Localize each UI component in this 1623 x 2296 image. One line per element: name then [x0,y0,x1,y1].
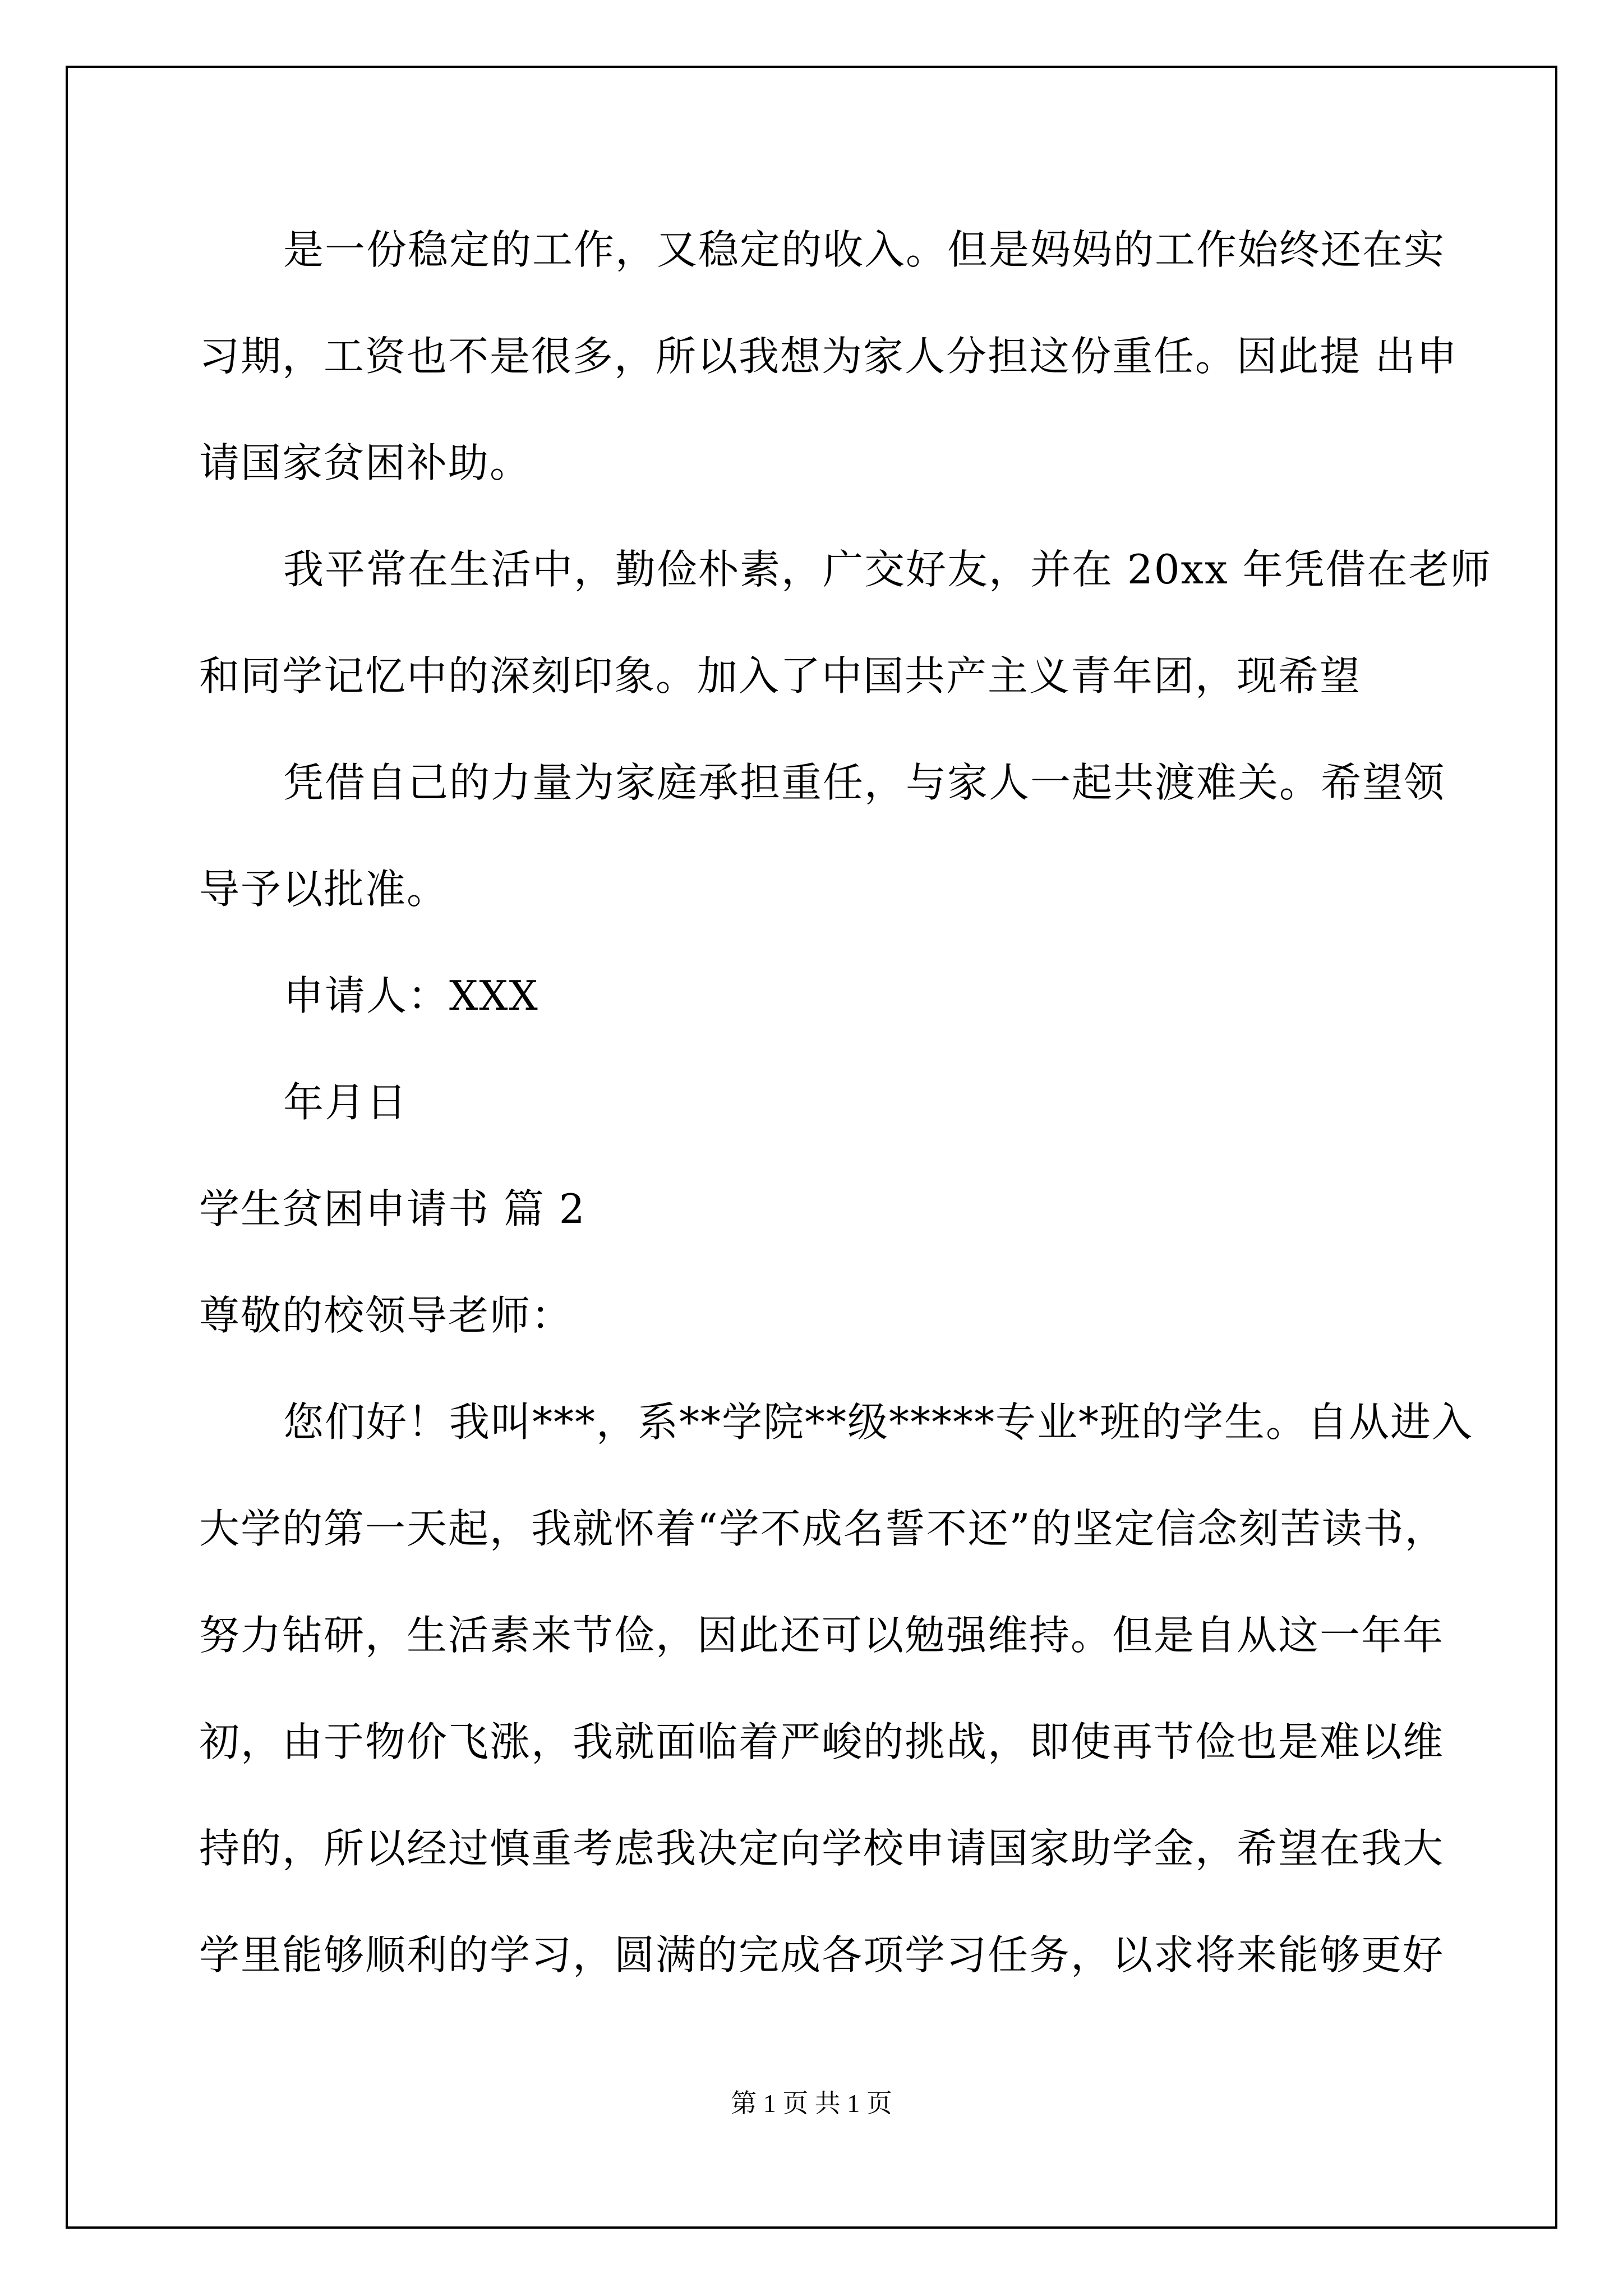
paragraph-4-line-5: 持的，所以经过慎重考虑我决定向学校申请国家助学金，希望在我大 [199,1825,1445,1872]
date-line: 年月日 [283,1079,408,1126]
paragraph-1-line-2: 习期，工资也不是很多，所以我想为家人分担这份重任。因此提 出申 [199,333,1458,380]
paragraph-4-line-6: 学里能够顺利的学习，圆满的完成各项学习任务，以求将来能够更好 [199,1931,1445,1978]
paragraph-2-line-2: 和同学记忆中的深刻印象。加入了中国共产主义青年团，现希望 [199,652,1362,700]
paragraph-4-line-4: 初，由于物价飞涨，我就面临着严峻的挑战，即使再节俭也是难以维 [199,1718,1445,1765]
paragraph-4-line-2: 大学的第一天起，我就怀着“学不成名誓不还”的坚定信念刻苦读书， [199,1505,1446,1552]
paragraph-3-line-1: 凭借自己的力量为家庭承担重任，与家人一起共渡难关。希望领 [283,759,1446,806]
page-footer: 第 1 页 共 1 页 [731,2089,892,2118]
applicant-line: 申请人：XXX [283,972,539,1019]
paragraph-1-line-3: 请国家贫困补助。 [199,439,532,486]
section-heading: 学生贫困申请书 篇 2 [199,1185,586,1232]
paragraph-2-line-1: 我平常在生活中，勤俭朴素，广交好友，并在 20xx 年凭借在老师 [283,546,1492,593]
salutation: 尊敬的校领导老师： [199,1292,573,1339]
paragraph-1-line-1: 是一份稳定的工作，又稳定的收入。但是妈妈的工作始终还在实 [283,226,1446,273]
paragraph-4-line-3: 努力钻研，生活素来节俭，因此还可以勉强维持。但是自从这一年年 [199,1612,1445,1659]
paragraph-3-line-2: 导予以批准。 [199,866,449,913]
page-border [66,66,1557,2229]
paragraph-4-line-1: 您们好！我叫***，系**学院**级*****专业*班的学生。自从进入 [283,1398,1474,1446]
